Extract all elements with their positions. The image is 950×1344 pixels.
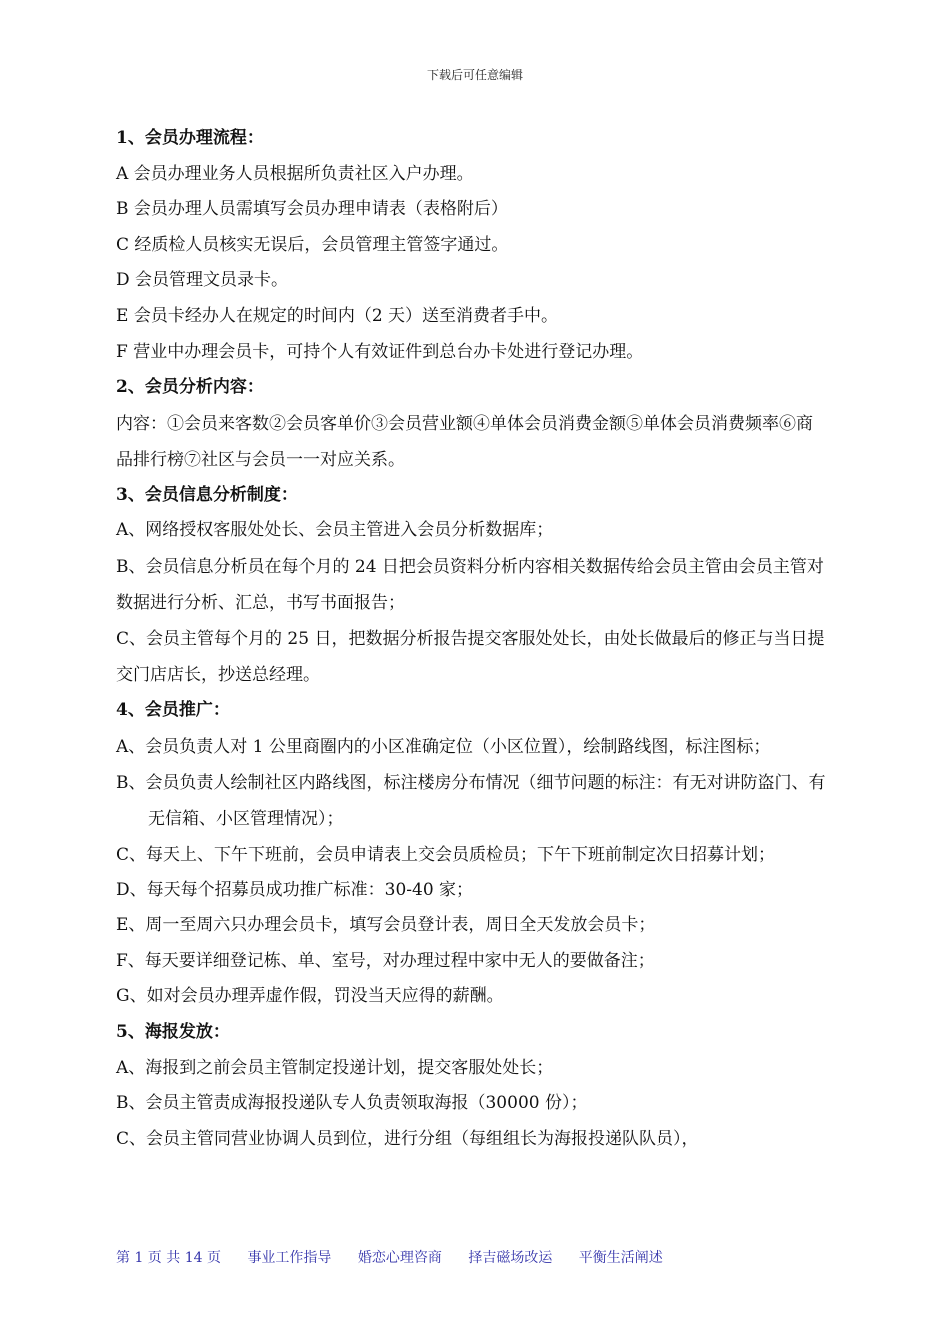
section-5-item: B、会员主管责成海报投递队专人负责领取海报（30000 份）； (116, 1093, 588, 1114)
section-2-title: 2、会员分析内容： (116, 377, 264, 398)
footer-link-career[interactable]: 事业工作指导 (247, 1250, 332, 1266)
document-body (116, 121, 826, 1157)
section-1-item: A 会员办理业务人员根据所负责社区入户办理。 (116, 163, 474, 184)
section-4-item: E、周一至周六只办理会员卡，填写会员登计表，周日全天发放会员卡； (116, 915, 656, 936)
section-3-title: 3、会员信息分析制度： (116, 484, 298, 505)
section-4-item: D、每天每个招募员成功推广标准：30-40 家； (116, 879, 474, 900)
page-footer (116, 1247, 685, 1267)
section-4-item: A、会员负责人对 1 公里商圈内的小区准确定位（小区位置），绘制路线图，标注图标； (116, 736, 771, 757)
section-3-item: C、会员主管每个月的 25 日，把数据分析报告提交客服处处长，由处长做最后的修正与当日提交门店店长，抄送总经理。 (116, 628, 825, 685)
section-4-title: 4、会员推广： (116, 699, 230, 720)
section-4-item: B、会员负责人绘制社区内路线图，标注楼房分布情况（细节问题的标注：有无对讲防盗门、有无信箱、小区管理情况）； (116, 772, 826, 829)
footer-link-balance[interactable]: 平衡生活阐述 (578, 1250, 663, 1266)
section-3-item: B、会员信息分析员在每个月的 24 日把会员资料分析内容相关数据传给会员主管由会员主管对数据进行分析、汇总，书写书面报告； (116, 556, 824, 613)
section-1-item: F 营业中办理会员卡，可持个人有效证件到总台办卡处进行登记办理。 (116, 341, 644, 362)
section-5-item: C、会员主管同营业协调人员到位，进行分组（每组组长为海报投递队队员）， (116, 1128, 699, 1149)
section-5-item: A、海报到之前会员主管制定投递计划，提交客服处处长； (116, 1057, 554, 1078)
page-header: 下载后可任意编辑 (426, 68, 523, 82)
page-number: 第 1 页 共 14 页 (116, 1250, 221, 1266)
section-1-item: D 会员管理文员录卡。 (116, 270, 289, 291)
section-4-item: F、每天要详细登记栋、单、室号，对办理过程中家中无人的要做备注； (116, 950, 655, 971)
section-2-item: 内容：①会员来客数②会员客单价③会员营业额④单体会员消费金额⑤单体会员消费频率⑥商品排行榜⑦社区与会员一一对应关系。 (116, 413, 813, 470)
section-1-title: 1、会员办理流程： (116, 128, 264, 148)
section-1-item: B 会员办理人员需填写会员办理申请表（表格附后） (116, 199, 508, 220)
section-5-title: 5、海报发放： (116, 1021, 230, 1042)
section-4-item: C、每天上、下午下班前，会员申请表上交会员质检员；下午下班前制定次日招募计划； (116, 844, 776, 865)
section-1-item: C 经质检人员核实无误后，会员管理主管签字通过。 (116, 234, 509, 255)
section-4-item: G、如对会员办理弄虚作假，罚没当天应得的薪酬。 (116, 986, 504, 1007)
footer-link-fortune[interactable]: 择吉磁场改运 (468, 1250, 553, 1266)
section-3-item: A、网络授权客服处处长、会员主管进入会员分析数据库； (116, 520, 554, 541)
footer-link-relationship[interactable]: 婚恋心理咨商 (357, 1250, 442, 1266)
section-1-item: E 会员卡经办人在规定的时间内（2 天）送至消费者手中。 (116, 305, 559, 326)
